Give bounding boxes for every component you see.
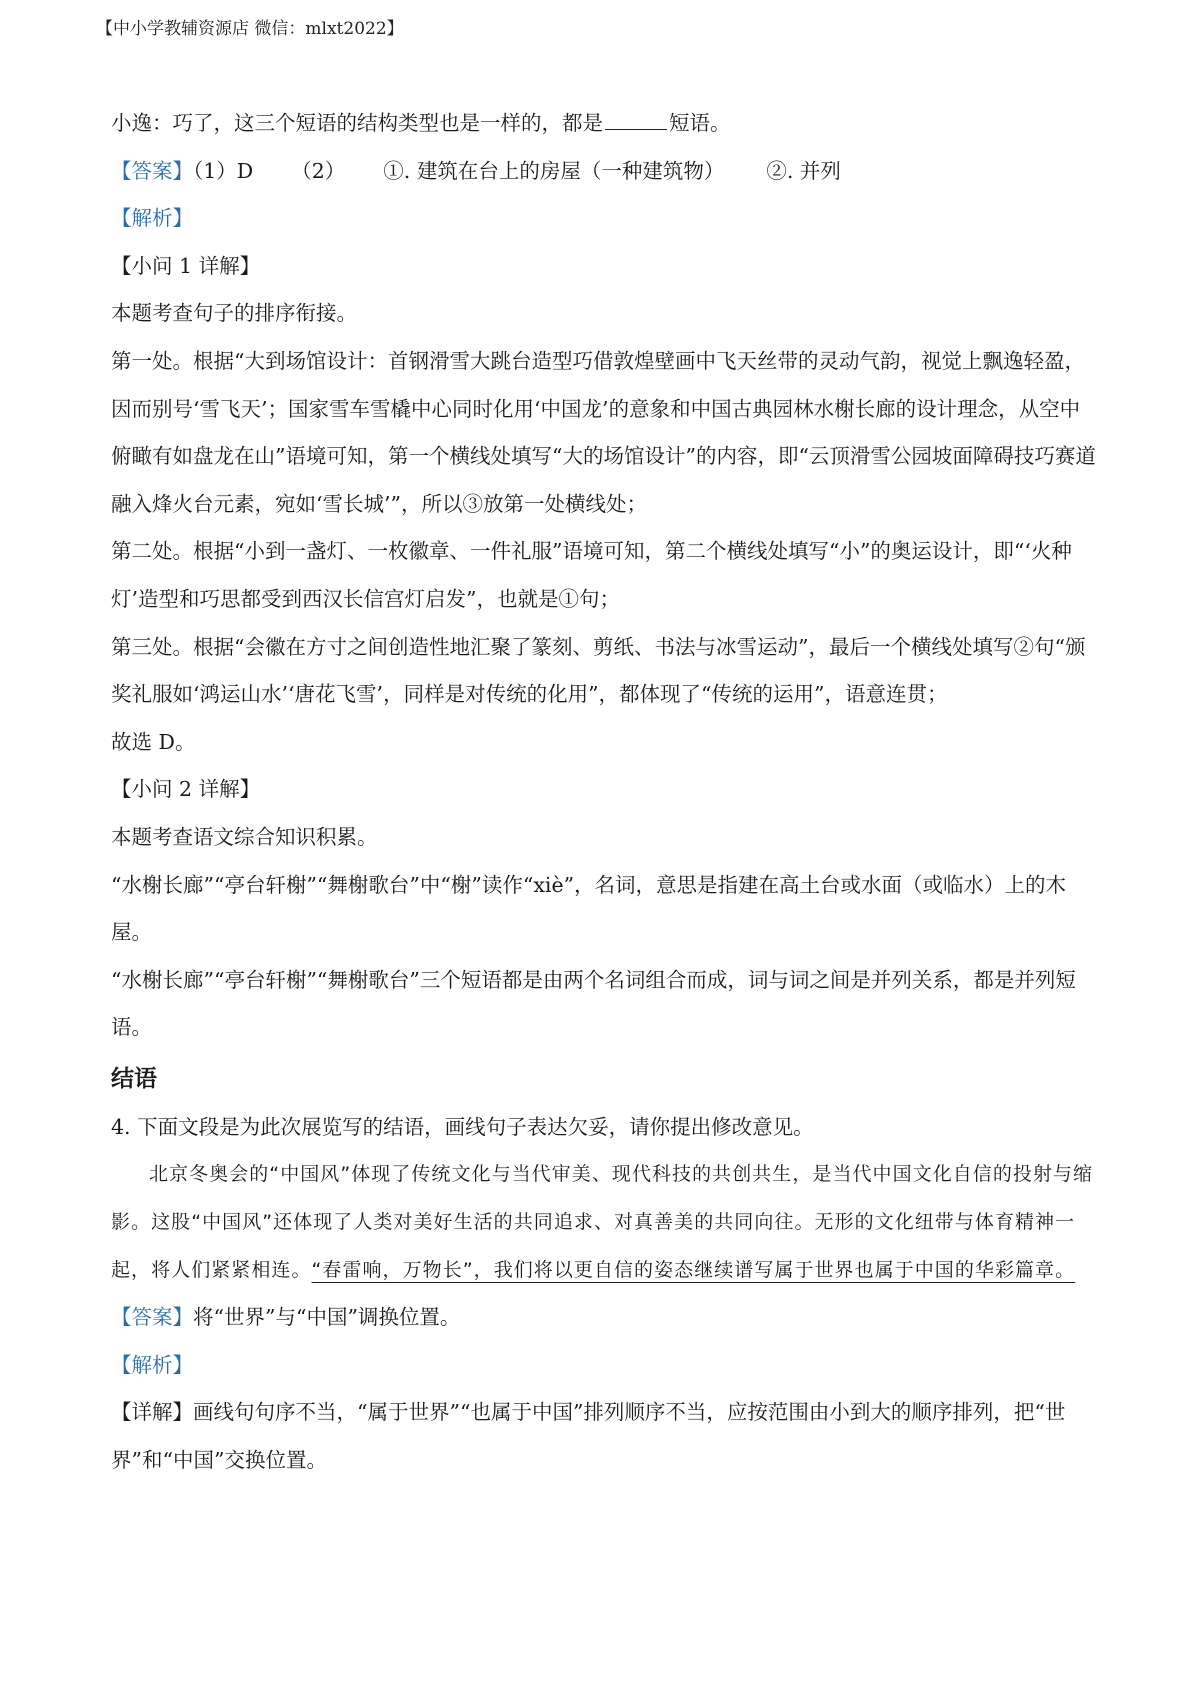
question-4: 4. 下面文段是为此次展览写的结语，画线句子表达欠妥，请你提出修改意见。 (111, 1114, 814, 1139)
answer2-tag: 【答案】 (111, 1305, 193, 1330)
answer-tag: 【答案】 (111, 158, 193, 183)
paragraph-4: 故选 D。 (111, 729, 196, 754)
paragraph-2: 第二处。根据“小到一盏灯、一枚徽章、一件礼服”语境可知，第二个横线处填写“小”的奥运设计，即“‘火种灯’造型和巧思都受到西汉长信宫灯启发”，也就是①句； (111, 539, 1072, 611)
paragraph-1: 第一处。根据“大到场馆设计：首钢滑雪大跳台造型巧借敦煌壁画中飞天丝带的灵动气韵，视觉上飘逸轻盈，因而别号‘雪飞天’；国家雪车雪橇中心同时化用‘中国龙’的意象和中国古典园林水榭长廊的设计理念，从空中俯瞰有如盘龙在山”语境可知，第一个横线处填写“大的场馆设计”的内容，即“云顶滑雪公园坡面障碍技巧赛道融入烽火台元素，宛如‘雪长城’”，所以③放第一处横线处； (111, 348, 1096, 516)
passage-text: 北京冬奥会的“中国风”体现了传统文化与当代审美、现代科技的共创共生，是当代中国文化自信的投射与缩影。这股“中国风”还体现了人类对美好生活的共同追求、对真善美的共同向往。无形的文化纽带与体育精神一起，将人们紧紧相连。 (111, 1163, 1094, 1281)
analysis-tag: 【解析】 (111, 206, 193, 231)
paragraph-6: “水榭长廊”“亭台轩榭”“舞榭歌台”三个短语都是由两个名词组合而成，词与词之间是并列关系，都是并列短语。 (111, 967, 1076, 1040)
document-body (111, 100, 1096, 1485)
answer-blank (605, 128, 667, 130)
answer-line: 【答案】（1）D （2） ①. 建筑在台上的房屋（一种建筑物） ②. 并列 (111, 158, 841, 183)
section-title: 结语 (111, 1065, 157, 1092)
q1-title: 【小问 1 详解】 (111, 253, 261, 278)
q2-intro: 本题考查语文综合知识积累。 (111, 824, 378, 849)
page-header: 【中小学教辅资源店 微信：mlxt2022】 (96, 19, 404, 39)
paragraph-5: “水榭长廊”“亭台轩榭”“舞榭歌台”中“榭”读作“xiè”，名词，意思是指建在高土台或水面（或临水）上的木屋。 (111, 872, 1067, 945)
detail-paragraph: 【详解】画线句句序不当，“属于世界”“也属于中国”排列顺序不当，应按范围由小到大的顺序排列，把“世界”和“中国”交换位置。 (111, 1400, 1066, 1473)
analysis2-tag: 【解析】 (111, 1352, 193, 1377)
paragraph-3: 第三处。根据“会徽在方寸之间创造性地汇聚了篆刻、剪纸、书法与冰雪运动”，最后一个横线处填写②句“颁奖礼服如‘鸿运山水’‘唐花飞雪’，同样是对传统的化用”，都体现了“传统的运用”，语意连贯； (111, 634, 1086, 707)
q2-title: 【小问 2 详解】 (111, 777, 261, 802)
fill-blank-line: 小逸：巧了，这三个短语的结构类型也是一样的，都是 短语。 (111, 111, 731, 135)
passage-underlined-sentence: “春雷响，万物长”，我们将以更自信的姿态继续谱写属于世界也属于中国的华彩篇章。 (311, 1258, 1076, 1281)
detail-tag: 【详解】 (111, 1400, 193, 1425)
q1-intro: 本题考查句子的排序衔接。 (111, 301, 357, 326)
passage (111, 1151, 1096, 1294)
answer2-line: 【答案】将“世界”与“中国”调换位置。 (111, 1305, 461, 1330)
